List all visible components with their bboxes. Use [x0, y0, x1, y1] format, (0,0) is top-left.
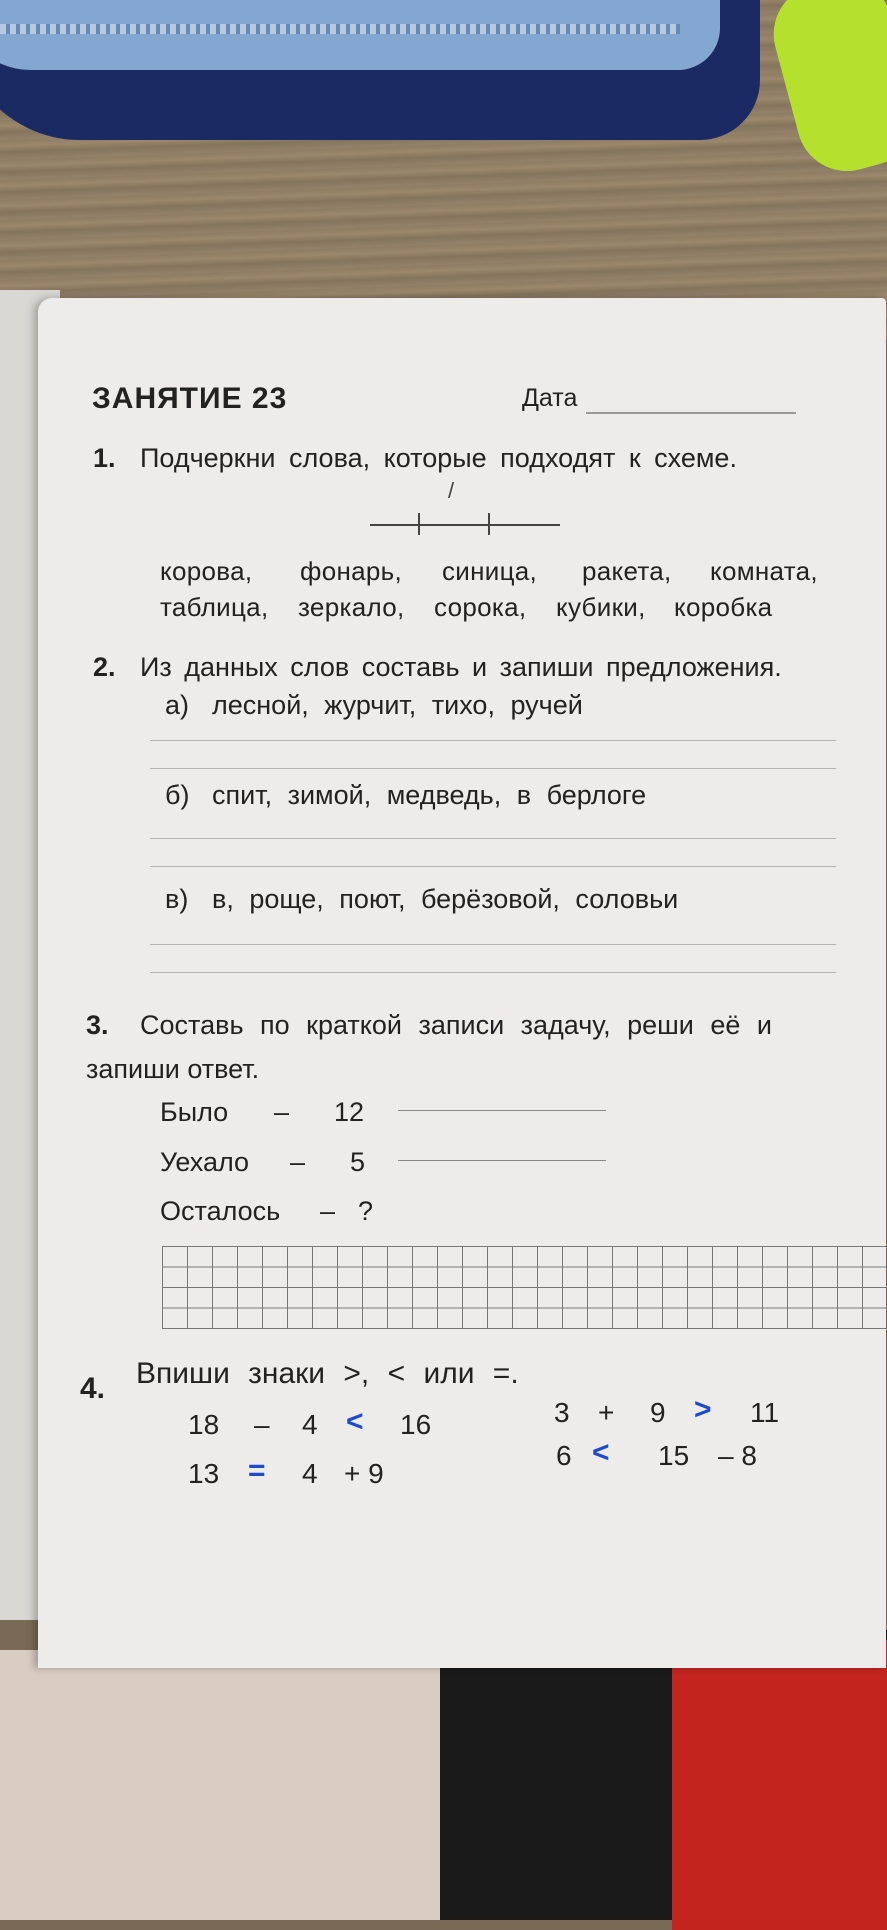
- expr-operand: 16: [400, 1409, 432, 1440]
- task4-number: 4.: [80, 1372, 106, 1405]
- comparison-mark[interactable]: =: [248, 1454, 266, 1487]
- task2-instruction: Из данных слов составь и запиши предложения.: [140, 652, 782, 682]
- expr-operand: 13: [188, 1458, 220, 1489]
- comparison-mark[interactable]: <: [346, 1405, 364, 1438]
- expr-operand: 18: [188, 1409, 220, 1440]
- writing-line[interactable]: [150, 944, 836, 945]
- task1-number: 1.: [93, 443, 116, 473]
- row-dash: –: [320, 1196, 336, 1226]
- task3-number: 3.: [86, 1010, 109, 1040]
- row-dash: –: [274, 1097, 290, 1127]
- writing-line[interactable]: [150, 972, 836, 973]
- stress-mark-icon: /: [448, 478, 455, 503]
- pencil-case-zipper: [0, 0, 720, 70]
- comparison-mark[interactable]: >: [694, 1393, 712, 1426]
- writing-line[interactable]: [150, 768, 836, 769]
- row-value: 5: [350, 1147, 366, 1177]
- row-value: ?: [358, 1196, 374, 1226]
- task3-instruction-line2: запиши ответ.: [86, 1054, 260, 1084]
- scheme-tick: [488, 513, 490, 535]
- word-option[interactable]: синица,: [442, 556, 538, 586]
- expr-operand: 15: [658, 1440, 690, 1471]
- comparison-mark[interactable]: <: [592, 1436, 610, 1469]
- expr-operand: 3: [554, 1397, 570, 1428]
- expr-operator: +: [598, 1397, 615, 1428]
- task2c-words: в, роще, поют, берёзовой, соловьи: [212, 884, 679, 914]
- word-option[interactable]: таблица,: [160, 592, 269, 622]
- row-value: 12: [334, 1097, 365, 1127]
- task4-instruction: Впиши знаки >, < или =.: [136, 1357, 519, 1390]
- answer-line[interactable]: [398, 1160, 606, 1161]
- date-line[interactable]: [586, 412, 796, 414]
- scheme-tick: [418, 513, 420, 535]
- task3-instruction-line1: Составь по краткой записи задачу, реши её и: [140, 1010, 772, 1040]
- word-option[interactable]: кубики,: [556, 592, 646, 622]
- word-option[interactable]: зеркало,: [298, 592, 405, 622]
- answer-line[interactable]: [398, 1110, 606, 1111]
- task2b-words: спит, зимой, медведь, в берлоге: [212, 780, 647, 810]
- row-label: Осталось: [160, 1196, 281, 1226]
- lesson-title: ЗАНЯТИЕ 23: [92, 382, 288, 415]
- task1-instruction: Подчеркни слова, которые подходят к схеме.: [140, 443, 737, 473]
- task2c-label: в): [165, 884, 189, 914]
- word-option[interactable]: коробка: [674, 592, 773, 622]
- row-label: Уехало: [160, 1147, 250, 1177]
- expr-operand: – 8: [718, 1440, 757, 1471]
- word-option[interactable]: сорока,: [434, 592, 527, 622]
- expr-operand: 11: [750, 1397, 780, 1428]
- expr-operand: 4: [302, 1458, 318, 1489]
- expr-operand: 4: [302, 1409, 318, 1440]
- expr-operator: –: [254, 1409, 270, 1440]
- task2b-label: б): [165, 780, 190, 810]
- word-option[interactable]: комната,: [710, 556, 818, 586]
- task2a-words: лесной, журчит, тихо, ручей: [212, 690, 583, 720]
- writing-line[interactable]: [150, 838, 836, 839]
- workbook-page: [38, 298, 886, 1668]
- expr-operand: 6: [556, 1440, 572, 1471]
- expr-operand: 9: [650, 1397, 666, 1428]
- red-object: [672, 1640, 887, 1930]
- row-dash: –: [290, 1147, 306, 1177]
- writing-line[interactable]: [150, 740, 836, 741]
- date-label: Дата: [522, 384, 578, 412]
- task2a-label: а): [165, 690, 190, 720]
- task2-number: 2.: [93, 652, 116, 682]
- word-option[interactable]: фонарь,: [300, 556, 402, 586]
- word-option[interactable]: корова,: [160, 556, 253, 586]
- answer-grid[interactable]: [162, 1246, 887, 1329]
- word-option[interactable]: ракета,: [582, 556, 672, 586]
- writing-line[interactable]: [150, 866, 836, 867]
- expr-operand: + 9: [344, 1458, 384, 1489]
- row-label: Было: [160, 1097, 229, 1127]
- word-scheme: [370, 524, 560, 526]
